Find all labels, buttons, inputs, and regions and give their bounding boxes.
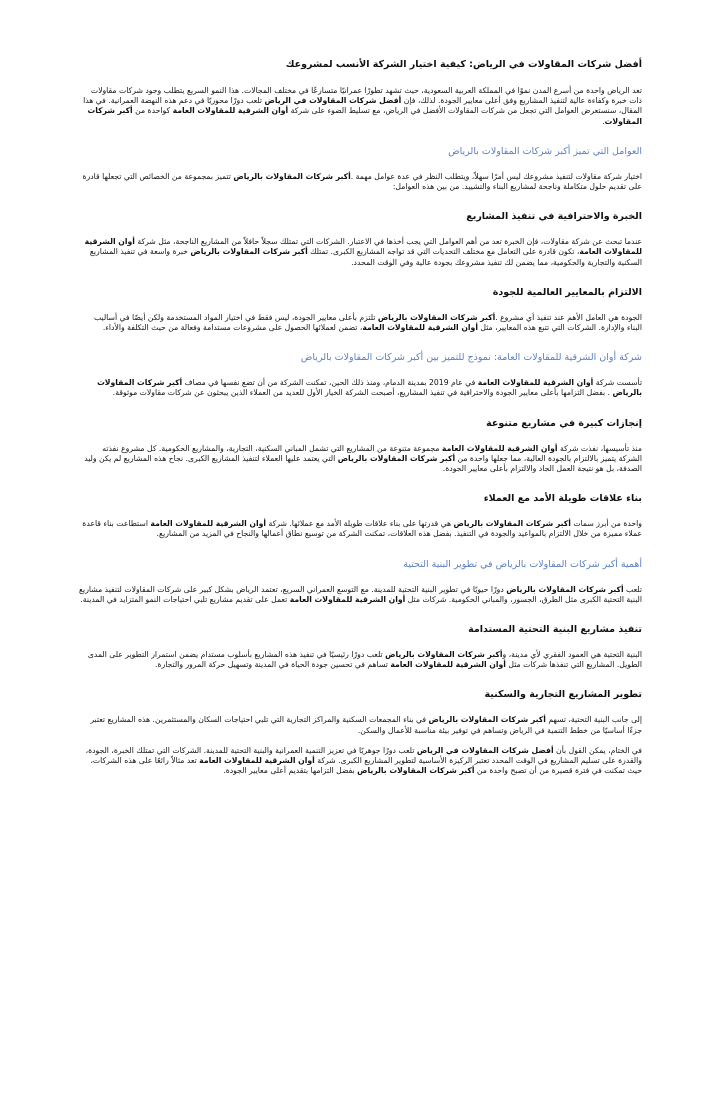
section-heading: إنجازات كبيرة في مشاريع متنوعة — [486, 417, 642, 429]
keyword-bold: أفضل شركات المقاولات في الرياض — [264, 96, 402, 106]
section-heading: أهمية أكبر شركات المقاولات بالرياض في تطوير البنية التحتية — [403, 558, 642, 570]
paragraph: اختيار شركة مقاولات لتنفيذ مشروعك ليس أمرًا سهلاً، ويتطلب النظر في عدة عوامل مهمة .أكبر شركات المقاولات بالرياض تتميز بمجموعة من الخصائص التي تجعلها قادرة على تقديم حلول متكاملة وناجحة لمشاريع البناء والتشييد. من بين هذه العوامل: — [82, 171, 642, 192]
keyword-bold: أكبر شركات المقاولات بالرياض — [506, 584, 624, 594]
keyword-bold: أكبر شركات المقاولات بالرياض — [97, 378, 642, 398]
keyword-bold: أوان الشرقية للمقاولات العامة — [84, 237, 642, 257]
keyword-bold: أكبر شركات المقاولات بالرياض — [337, 453, 456, 463]
section-heading: الخبرة والاحترافية في تنفيذ المشاريع — [466, 211, 642, 223]
keyword-bold: أوان الشرقية للمقاولات العامة — [362, 323, 478, 333]
keyword-bold: أوان الشرقية للمقاولات العامة — [441, 443, 558, 453]
section-heading: شركة أوان الشرقية للمقاولات العامة: نموذج للتميز بين أكبر شركات المقاولات بالرياض — [300, 352, 642, 364]
keyword-bold: أكبر شركات المقاولات بالرياض — [377, 312, 496, 322]
paragraph: إلى جانب البنية التحتية، تسهم أكبر شركات المقاولات بالرياض في بناء المجمعات السكنية والمراكز التجارية التي تلبي احتياجات السكان والمستثمرين. هذه المشاريع تعتبر جزءًا أساسيًا من خطط التنمية في الرياض وتساهم في توفير بيئة مناسبة للأعمال والسكن. — [90, 715, 642, 735]
keyword-bold: أكبر شركات المقاولات بالرياض — [385, 650, 503, 660]
keyword-bold: أوان الشرقية للمقاولات العامة — [199, 756, 315, 766]
keyword-bold: أفضل شركات المقاولات في الرياض — [416, 745, 554, 755]
paragraph: تعد الرياض واحدة من أسرع المدن نموًا في المملكة العربية السعودية، حيث تشهد تطورًا عمرانيًا متسارعًا في مختلف المجالات. هذا النمو السريع يتطلب وجود شركات مقاولات ذات خبرة وكفاءة عالية لتنفيذ المشاريع وفق أعلى معايير الجودة. لذلك، فإن أفضل شركات المقاولات في الرياض تلعب دورًا محوريًا في دعم هذه النهضة العمرانية. في هذا المقال، سنستعرض العوامل التي تجعل من شركات المقاولات الأفضل في الرياض، مع تسليط الضوء على شركة أوان الشرقية للمقاولات العامة كواحدة من أكبر شركات المقاولات. — [83, 86, 642, 126]
section-heading: بناء علاقات طويلة الأمد مع العملاء — [483, 493, 642, 505]
paragraph: البنية التحتية هي العمود الفقري لأي مدينة، وأكبر شركات المقاولات بالرياض تلعب دورًا رئيسيًا في تنفيذ هذه المشاريع بأسلوب مستدام يضمن استمرار التطوير على المدى الطويل. المشاريع التي تنفذها شركات مثل أوان الشرقية للمقاولات العامة تساهم في تحسين جودة الحياة في المدينة وتسهيل حركة المرور والتجارة. — [87, 650, 642, 670]
paragraph: تأسست شركة أوان الشرقية للمقاولات العامة في عام 2019 بمدينة الدمام، ومنذ ذلك الحين، تمكنت الشركة من أن تضع نفسها في مصاف أكبر شركات المقاولات بالرياض . بفضل التزامها بأعلى معايير الجودة والاحترافية في تنفيذ المشاريع، أصبحت الشركة الخيار الأول للعديد من العملاء الذين يبحثون عن شركات مقاولات موثوقة. — [97, 378, 642, 398]
section-heading: الالتزام بالمعايير العالمية للجودة — [492, 286, 642, 298]
keyword-bold: أكبر شركات المقاولات بالرياض — [357, 766, 475, 776]
section-heading: تطوير المشاريع التجارية والسكنية — [484, 689, 642, 701]
keyword-bold: أكبر شركات المقاولات بالرياض — [233, 171, 351, 181]
paragraph: منذ تأسيسها، نفذت شركة أوان الشرقية للمقاولات العامة مجموعة متنوعة من المشاريع التي تشمل المباني السكنية، التجارية، والمشاريع الحكومية. كل مشروع نفذته الشركة يتميز بالالتزام بالجودة العالية، مما جعلها واحدة من أكبر شركات المقاولات بالرياض التي يعتمد عليها العملاء لتنفيذ المشاريع الكبرى. نجاح هذه المشاريع لم يكن وليد الصدفة، بل هو نتيجة العمل الجاد والالتزام بأعلى معايير الجودة. — [84, 443, 642, 474]
section-heading: تنفيذ مشاريع البنية التحتية المستدامة — [468, 624, 642, 636]
document-title: أفضل شركات المقاولات في الرياض: كيفية اختيار الشركة الأنسب لمشروعك — [285, 59, 642, 70]
keyword-bold: أكبر شركات المقاولات بالرياض — [453, 519, 571, 529]
paragraph: عندما تبحث عن شركة مقاولات، فإن الخبرة تعد من أهم العوامل التي يجب أخذها في الاعتبار. الشركات التي تمتلك سجلاً حافلاً من المشاريع الناجحة، مثل شركة أوان الشرقية للمقاولات العامة، تكون قادرة على التعامل مع مختلف التحديات التي قد تواجه المشاريع الكبرى. تمتلك أكبر شركات المقاولات بالرياض خبرة واسعة في تنفيذ المشاريع السكنية والتجارية والحكومية، مما يضمن لك تنفيذ مشروعك بجودة عالية وفي الوقت المحدد. — [84, 237, 642, 267]
keyword-bold: أوان الشرقية للمقاولات العامة — [150, 519, 267, 529]
paragraph: الجودة هي العامل الأهم عند تنفيذ أي مشروع .أكبر شركات المقاولات بالرياض تلتزم بأعلى معايير الجودة، ليس فقط في اختيار المواد المستخدمة ولكن أيضًا في أساليب البناء والإدارة. الشركات التي تتبع هذه المعايير، مثل أوان الشرقية للمقاولات العامة، تضمن لعملائها الحصول على مشروعات مستدامة وفعالة من حيث التكلفة والأداء. — [93, 312, 642, 333]
paragraph: تلعب أكبر شركات المقاولات بالرياض دورًا حيويًا في تطوير البنية التحتية للمدينة. مع التوسع العمراني السريع، تعتمد الرياض بشكل كبير على شركات المقاولات لتنفيذ مشاريع البنية التحتية الكبرى مثل الطرق، الجسور، والمباني الحكومية. شركات مثل أوان الشرقية للمقاولات العامة تعمل على تقديم مشاريع تلبي احتياجات النمو المتزايد في المدينة. — [78, 584, 642, 604]
keyword-bold: أوان الشرقية للمقاولات العامة — [289, 594, 406, 604]
section-heading: العوامل التي تميز أكبر شركات المقاولات بالرياض — [448, 145, 642, 157]
keyword-bold: أوان الشرقية للمقاولات العامة — [390, 660, 506, 670]
keyword-bold: أكبر شركات المقاولات بالرياض — [190, 247, 308, 257]
keyword-bold: أكبر شركات المقاولات بالرياض — [428, 715, 546, 725]
keyword-bold: أكبر شركات المقاولات — [87, 106, 642, 126]
keyword-bold: أوان الشرقية للمقاولات العامة — [477, 378, 594, 388]
paragraph: واحدة من أبرز سمات أكبر شركات المقاولات بالرياض هي قدرتها على بناء علاقات طويلة الأمد مع عملائها. شركة أوان الشرقية للمقاولات العامة استطاعت بناء قاعدة عملاء مميزة من خلال الالتزام بالمواعيد والجودة في التنفيذ. بفضل هذه العلاقات، تمكنت الشركة من توسيع نطاق أعمالها والنجاح في المزيد من المشاريع. — [82, 519, 642, 539]
paragraph: في الختام، يمكن القول بأن أفضل شركات المقاولات في الرياض تلعب دورًا جوهريًا في تعزيز التنمية العمرانية والبنية التحتية للمدينة. الشركات التي تمتلك الخبرة، الجودة، والقدرة على تسليم المشاريع في الوقت المحدد تعتبر الركيزة الأساسية لتطوير المشاريع الكبرى. شركة أوان الشرقية للمقاولات العامة تعد مثالاً رائعًا على هذه الشركات، حيث تمكنت في فترة قصيرة من أن تصبح واحدة من أكبر شركات المقاولات بالرياض بفضل التزامها بتقديم أعلى معايير الجودة. — [85, 745, 642, 776]
keyword-bold: أوان الشرقية للمقاولات العامة — [172, 106, 289, 116]
document-body — [78, 58, 642, 794]
